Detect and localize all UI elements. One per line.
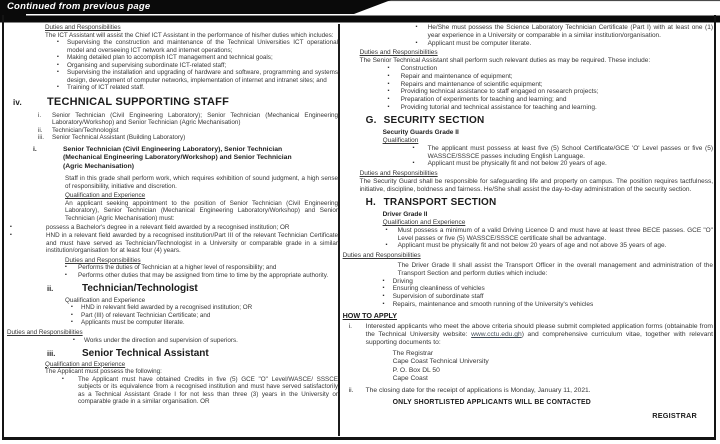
bullet-icon: ▪ xyxy=(62,375,64,382)
right-column xyxy=(340,24,713,436)
subsection-number: ii. xyxy=(47,284,54,294)
bullet-item xyxy=(7,319,338,327)
bullet-text: Performs other duties that may be assigned from time to time by the appropriate authority. xyxy=(78,271,329,279)
bullet-item xyxy=(343,40,713,48)
bullet-text: Training of ICT related staff. xyxy=(67,84,145,92)
bullet-item xyxy=(7,376,338,406)
list-item xyxy=(7,112,338,127)
bullet-icon: ▪ xyxy=(65,264,67,271)
ict-duties-intro: The ICT Assistant will assist the Chief ICT Assistant in the performance of his/her duties which includes: xyxy=(45,31,334,39)
bullet-icon: ▪ xyxy=(387,72,390,79)
list-number: i. xyxy=(348,323,352,331)
bullet-icon: ▪ xyxy=(382,277,385,284)
driver-duties-intro: The Driver Grade II shall assist the Transport Officer in the overall management and administration of the Transport Section and perform duties which include: xyxy=(397,261,713,277)
bullet-item xyxy=(7,312,338,320)
security-duties-text: The Security Guard shall be responsible for safeguarding life and property on campus. The position requires tactfulness, initiative, discipline, boldness and fairness. He/She shall assist the day-to-day administration of the security section. xyxy=(359,178,713,193)
bullet-icon: ▪ xyxy=(415,24,418,30)
bullet-item xyxy=(343,88,713,96)
bullet-text: Works under the direction and supervision of superiors. xyxy=(84,336,238,344)
qualification-heading: Qualification and Experience xyxy=(382,218,466,226)
bullet-text: Preparation of experiments for teaching and learning; and xyxy=(400,96,567,104)
address-line: Cape Coast xyxy=(392,374,428,382)
bullet-text: Supervising the construction and maintenance of the Technical Universities ICT operational model and overseeing ICT network and internet operations; xyxy=(67,39,338,54)
subsection-title: Senior Technician (Civil Engineering Laboratory), Senior Technician (Mechanical Engineering Laboratory/Workshop) and Senior Technician (Agric Mechanisation) xyxy=(63,145,292,170)
duties-heading: Duties and Responsibilities xyxy=(7,329,83,336)
bullet-item xyxy=(343,242,713,250)
bullet-item xyxy=(343,301,713,309)
subsection-number: i. xyxy=(33,145,37,153)
bullet-item xyxy=(7,62,338,70)
bullet-icon: ▪ xyxy=(71,304,73,311)
position-title: Driver Grade II xyxy=(382,211,428,219)
bullet-icon: ▪ xyxy=(57,54,59,61)
bullet-text: Applicants must be computer literate. xyxy=(81,319,185,327)
bullet-icon: ▪ xyxy=(71,311,73,318)
left-column xyxy=(7,24,338,436)
bullet-text: Construction xyxy=(400,64,438,72)
bullet-text: The Applicant must have obtained Credits in five (5) GCE "O" Level/WASCE/ SSSCE subjects or its equivalence from a recognised institution and must have served satisfactorily as a Technical Assistant Grade I for not less than three (3) years in the University or comparable grade in a similar organisation. OR xyxy=(78,375,338,406)
bullet-item xyxy=(343,24,713,40)
shortlist-notice: ONLY SHORTLISTED APPLICANTS WILL BE CONTACTED xyxy=(392,398,591,406)
bullet-text: Organising and supervising subordinate ICT-related staff; xyxy=(67,61,227,69)
bullet-item xyxy=(7,337,338,345)
list-number: i. xyxy=(38,111,42,119)
bullet-text: He/She must possess the Science Laboratory Technician Certificate (Part I) with at least one (1) year experience in a University or comparable in a similar institution/organisation. xyxy=(427,24,713,39)
qualification-heading: Qualification and Experience xyxy=(65,296,146,304)
bullet-icon: ▪ xyxy=(57,69,59,76)
bullet-text: Supervising the installation and upgrading of hardware and software, programming and systems design, development of computer networks, implementation of internet and intranet sites; and xyxy=(67,69,338,84)
list-item xyxy=(7,127,338,135)
section-number: G. xyxy=(365,114,377,126)
bullet-icon: ▪ xyxy=(10,224,12,231)
section-how-to-apply xyxy=(343,323,713,420)
qualification-heading: Qualification and Experience xyxy=(45,360,126,368)
bullet-item xyxy=(7,224,338,232)
closing-date-text: The closing date for the receipt of applications is Monday, January 11, 2021. xyxy=(365,386,591,394)
section-number: H. xyxy=(365,196,376,208)
bullet-icon: ▪ xyxy=(10,232,12,239)
bullet-item xyxy=(343,227,713,243)
duties-heading: Duties and Responsibilities xyxy=(359,170,438,178)
section-heading-technical-supporting-staff xyxy=(7,96,338,109)
subsection-heading-senior-technician xyxy=(7,146,338,171)
bullet-icon: ▪ xyxy=(415,39,418,46)
list-text: Senior Technician (Civil Engineering Laboratory); Senior Technician (Mechanical Engineering Laboratory/Workshop) and Senior Technician (Agric Mechanisation) xyxy=(52,111,338,127)
subsection-heading-technician-technologist xyxy=(7,283,338,295)
bullet-text: Repairs, maintenance and smooth running of the University's vehicles xyxy=(392,300,594,308)
section-sta-continued xyxy=(343,24,713,112)
bullet-icon: ▪ xyxy=(382,300,385,307)
registrar-signature: REGISTRAR xyxy=(652,410,697,420)
bullet-icon: ▪ xyxy=(57,61,59,68)
bullet-text: possess a Bachelor's degree in a relevant field awarded by a recognised institution; OR xyxy=(46,224,290,232)
bullet-text: Driving xyxy=(392,277,413,285)
section-heading-transport xyxy=(343,197,713,209)
list-text: Technician/Technologist xyxy=(52,126,119,134)
section-ict-duties xyxy=(7,24,338,92)
section-transport xyxy=(343,211,713,309)
apply-text-after-link: ) and comprehensive curriculum vitae, together with relevant supporting documents to: xyxy=(365,331,713,347)
bullet-text: Applicant must be computer literate. xyxy=(427,39,532,47)
bullet-text: Must possess a minimum of a valid Driving Licence D and must have at least three BECE passes. GCE "O" Level passes or five (5) WASSCE/SSSCE certificate shall be advantage. xyxy=(397,226,713,242)
bullet-icon: ▪ xyxy=(412,144,415,151)
list-text: Senior Technical Assistant (Building Laboratory) xyxy=(52,134,186,142)
bullet-text: Performs the duties of Technician at a higher level of responsibility; and xyxy=(78,264,277,272)
bullet-icon: ▪ xyxy=(387,96,390,103)
bullet-item xyxy=(343,96,713,104)
bullet-text: Ensuring cleanliness of vehicles xyxy=(392,285,485,293)
bullet-item xyxy=(343,65,713,73)
bullet-text: The applicant must possess at least five (5) School Certificate/GCE 'O' Level passes or five (5) WASSCE/SSSCE passes including English Language. xyxy=(427,144,713,160)
section-title: SECURITY SECTION xyxy=(383,114,485,126)
address-line: The Registrar xyxy=(392,350,434,358)
address-line: Cape Coast Technical University xyxy=(392,358,489,366)
bullet-item xyxy=(7,232,338,255)
apply-item-1-text xyxy=(366,323,713,347)
section-number: iv. xyxy=(13,97,22,107)
bullet-item xyxy=(343,145,713,161)
positions-list xyxy=(7,112,338,142)
bullet-icon: ▪ xyxy=(65,271,67,278)
bullet-item xyxy=(343,81,713,89)
bullet-icon: ▪ xyxy=(387,80,390,87)
bullet-item xyxy=(343,285,713,293)
bullet-text: Part (III) of relevant Technician Certificate; and xyxy=(81,311,211,319)
bullet-icon: ▪ xyxy=(385,226,388,233)
duties-heading: Duties and Responsibilities xyxy=(45,24,121,31)
sta-duties-intro: The Senior Technical Assistant shall perform such relevant duties as may be required. These include: xyxy=(359,57,651,65)
university-website-link[interactable]: www.cctu.edu.gh xyxy=(471,331,522,339)
content-columns xyxy=(7,24,713,436)
section-title: TECHNICAL SUPPORTING STAFF xyxy=(47,95,230,108)
bullet-item xyxy=(343,278,713,286)
bullet-item xyxy=(7,84,338,92)
bullet-icon: ▪ xyxy=(385,242,388,249)
bullet-icon: ▪ xyxy=(387,64,390,71)
section-senior-technical-assistant xyxy=(7,361,338,406)
continued-banner-label: Continued from previous page xyxy=(7,1,151,12)
list-item xyxy=(7,134,338,142)
bullet-item xyxy=(7,39,338,54)
duties-heading: Duties and Responsibilities xyxy=(65,256,141,264)
bullet-icon: ▪ xyxy=(412,160,415,167)
bullet-text: Applicant must be physically fit and not below 20 years of age and not above 35 years of age. xyxy=(397,242,667,250)
bullet-icon: ▪ xyxy=(57,84,59,91)
subsection-heading-senior-technical-assistant xyxy=(7,348,338,360)
list-number: ii. xyxy=(38,126,43,134)
bullet-item xyxy=(343,293,713,301)
address-line: P. O. Box DL 50 xyxy=(392,366,440,374)
bullet-text: Applicant must be physically fit and not below 20 years of age. xyxy=(427,160,607,168)
bullet-item xyxy=(7,54,338,62)
how-to-apply-heading: HOW TO APPLY xyxy=(342,310,398,320)
list-number: iii. xyxy=(38,134,44,142)
apply-text-before-link: Interested applicants who meet the above criteria should please submit completed application forms (obtainable from the Technical University website: xyxy=(365,323,713,339)
bullet-icon: ▪ xyxy=(73,336,75,343)
bullet-text: Supervision of subordinate staff xyxy=(392,293,484,301)
bullet-icon: ▪ xyxy=(382,285,385,292)
bullet-text: Repair and maintenance of equipment; xyxy=(400,72,513,80)
duties-heading: Duties and Responsibilities xyxy=(342,252,421,260)
apply-item-2 xyxy=(343,387,713,395)
bullet-icon: ▪ xyxy=(387,103,390,110)
subsection-title: Senior Technical Assistant xyxy=(82,348,209,360)
section-technician-technologist xyxy=(7,297,338,344)
qualification-intro: An applicant seeking appointment to the position of Senior Technician (Civil Engineering Laboratory), Senior Technician (Mechanical Engineering Laboratory/Workshop) and Senior Technician (Agric Mechanisation) must: xyxy=(65,199,338,222)
bullet-text: HND in relevant field awarded by a recognised institution; OR xyxy=(81,304,253,312)
list-number: ii. xyxy=(348,386,354,394)
bullet-item xyxy=(7,272,338,280)
qualification-intro: The Applicant must possess the following: xyxy=(45,368,162,376)
grade-description: Staff in this grade shall perform work, which requires exhibition of sound judgment, a high sense of responsibility, initiative and discretion. xyxy=(65,175,338,190)
bullet-text: Providing tutorial and technical assistance for teaching and learning. xyxy=(400,103,597,111)
bullet-item xyxy=(7,304,338,312)
bullet-item xyxy=(7,69,338,84)
qualification-heading: Qualification xyxy=(382,137,419,145)
bullet-item xyxy=(343,160,713,168)
section-title: TRANSPORT SECTION xyxy=(383,196,497,208)
qualification-heading: Qualification and Experience xyxy=(65,192,146,200)
section-senior-technician xyxy=(7,175,338,279)
bullet-item xyxy=(343,73,713,81)
bullet-text: Making detailed plan to accomplish ICT management and technical goals; xyxy=(67,54,273,62)
bullet-icon: ▪ xyxy=(382,293,385,300)
position-title: Security Guards Grade II xyxy=(382,129,459,137)
duties-heading: Duties and Responsibilities xyxy=(359,49,438,57)
bullet-text: HND in a relevant field awarded by a recognised institution/Part III of the relevant Technician Certificate and must have served as Technician/Technologist in a University or comparable grade in a similar institution/organisation for at least four (4) years. xyxy=(46,232,338,255)
bullet-item xyxy=(7,264,338,272)
mailing-address xyxy=(343,350,713,382)
bullet-icon: ▪ xyxy=(387,88,390,95)
apply-item-1 xyxy=(343,323,713,347)
section-heading-security xyxy=(343,115,713,127)
bullet-text: Providing technical assistance to staff engaged on research projects; xyxy=(400,88,599,96)
subsection-number: iii. xyxy=(47,349,56,359)
bullet-text: Repairs and maintenance of scientific equipment; xyxy=(400,80,543,88)
subsection-title: Technician/Technologist xyxy=(82,283,198,295)
bullet-item xyxy=(343,104,713,112)
bullet-icon: ▪ xyxy=(57,39,59,46)
section-security xyxy=(343,129,713,193)
bullet-icon: ▪ xyxy=(71,319,73,326)
